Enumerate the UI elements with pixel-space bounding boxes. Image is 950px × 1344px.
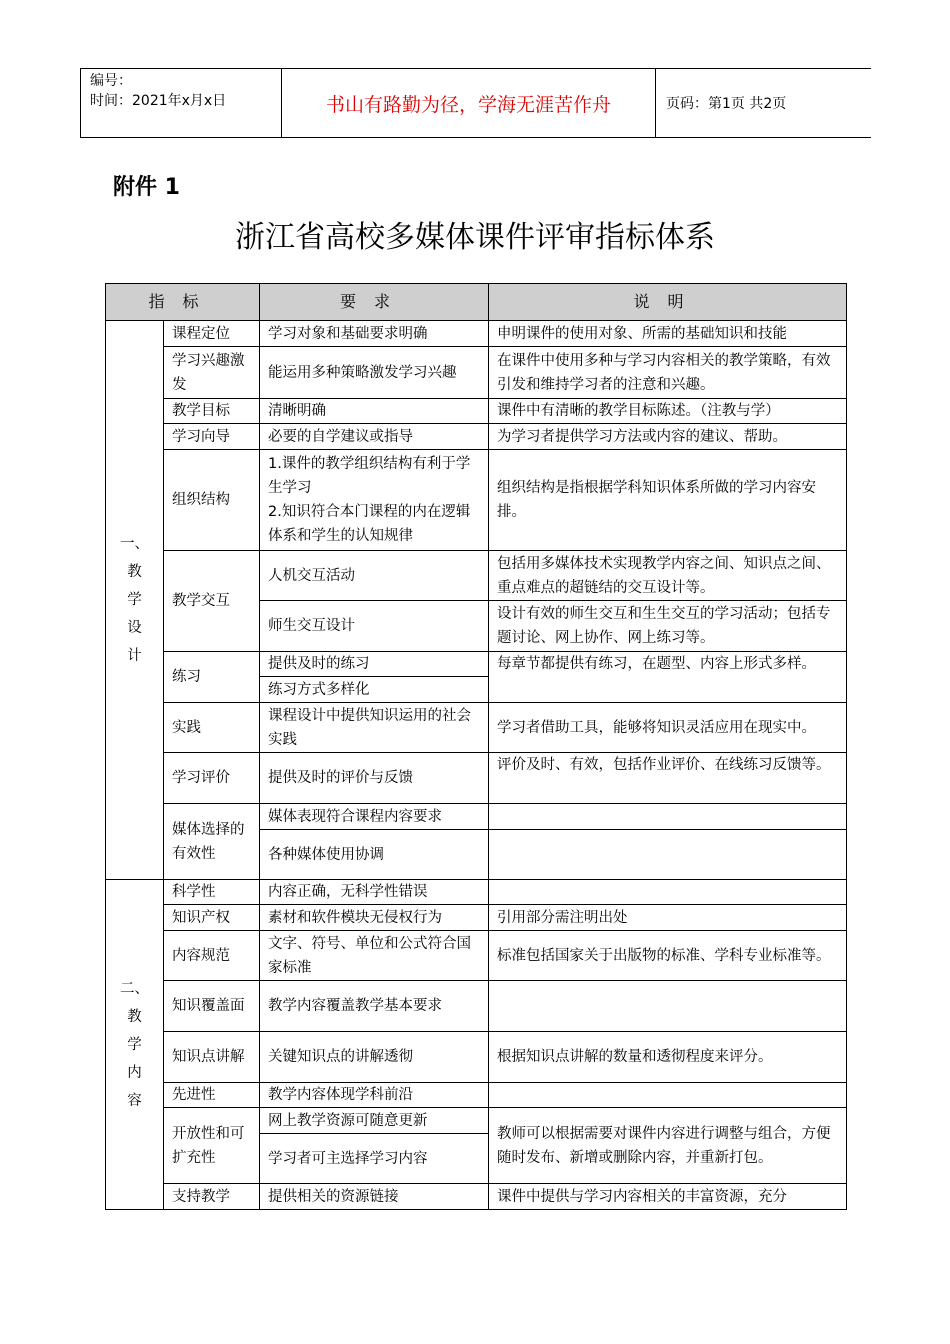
requirement-cell: 媒体表现符合课程内容要求: [260, 804, 489, 830]
requirement-cell: 网上教学资源可随意更新: [260, 1108, 489, 1134]
criteria-table: [105, 283, 847, 1210]
requirement-cell: 练习方式多样化: [260, 677, 489, 703]
note-cell: 引用部分需注明出处: [489, 905, 847, 931]
header-motto: 书山有路勤为径，学海无涯苦作舟: [282, 69, 656, 137]
indicator-cell: 学习评价: [164, 753, 260, 804]
requirement-cell: 师生交互设计: [260, 601, 489, 652]
indicator-cell: 媒体选择的 有效性: [164, 804, 260, 880]
indicator-cell: 开放性和可扩充性: [164, 1108, 260, 1184]
indicator-cell: 先进性: [164, 1083, 260, 1108]
note-cell: 在课件中使用多种与学习内容相关的教学策略，有效引发和维持学习者的注意和兴趣。: [489, 347, 847, 399]
time-label: 时间：2021年x月x日: [90, 93, 227, 109]
requirement-cell: 提供及时的练习: [260, 652, 489, 677]
indicator-cell: 组织结构: [164, 450, 260, 551]
header-requirement: 要求: [260, 284, 489, 321]
code-label: 编号：: [90, 73, 132, 89]
note-cell: [489, 981, 847, 1032]
requirement-cell: 内容正确，无科学性错误: [260, 880, 489, 905]
requirement-cell: 提供及时的评价与反馈: [260, 753, 489, 804]
note-cell: [489, 830, 847, 880]
indicator-cell: 学习兴趣激发: [164, 347, 260, 399]
requirement-cell: 清晰明确: [260, 399, 489, 424]
note-cell: 每章节都提供有练习，在题型、内容上形式多样。: [489, 652, 847, 703]
note-cell: 组织结构是指根据学科知识体系所做的学习内容安排。: [489, 450, 847, 551]
note-cell: 根据知识点讲解的数量和透彻程度来评分。: [489, 1032, 847, 1083]
note-cell: 为学习者提供学习方法或内容的建议、帮助。: [489, 424, 847, 450]
table-row: [106, 347, 847, 399]
requirement-cell: 各种媒体使用协调: [260, 830, 489, 880]
note-cell: [489, 880, 847, 905]
note-cell: 申明课件的使用对象、所需的基础知识和技能: [489, 321, 847, 347]
requirement-cell: 提供相关的资源链接: [260, 1184, 489, 1210]
requirement-cell: 素材和软件模块无侵权行为: [260, 905, 489, 931]
indicator-cell: 学习向导: [164, 424, 260, 450]
indicator-cell: 内容规范: [164, 931, 260, 981]
requirement-cell: 文字、符号、单位和公式符合国家标准: [260, 931, 489, 981]
note-cell: 教师可以根据需要对课件内容进行调整与组合，方便随时发布、新增或删除内容，并重新打包。: [489, 1108, 847, 1184]
requirement-cell: 学习者可主选择学习内容: [260, 1134, 489, 1184]
indicator-cell: 知识产权: [164, 905, 260, 931]
indicator-cell: 知识覆盖面: [164, 981, 260, 1032]
table-row: [106, 753, 847, 804]
requirement-cell: 学习对象和基础要求明确: [260, 321, 489, 347]
page-info: 页码：第1页 共2页: [666, 96, 787, 112]
indicator-cell: 知识点讲解: [164, 1032, 260, 1083]
table-row: [106, 1032, 847, 1083]
indicator-cell: 教学目标: [164, 399, 260, 424]
table-row: [106, 703, 847, 753]
requirement-cell: 1.课件的教学组织结构有利于学生学习 2.知识符合本门课程的内在逻辑体系和学生的认知规律: [260, 450, 489, 551]
requirement-cell: 关键知识点的讲解透彻: [260, 1032, 489, 1083]
requirement-cell: 教学内容覆盖教学基本要求: [260, 981, 489, 1032]
table-row: [106, 981, 847, 1032]
header-note: 说明: [489, 284, 847, 321]
note-cell: [489, 804, 847, 830]
note-cell: 评价及时、有效，包括作业评价、在线练习反馈等。: [489, 753, 847, 804]
table-row: [106, 1184, 847, 1210]
note-cell: [489, 1083, 847, 1108]
table-row: [106, 652, 847, 677]
note-cell: 包括用多媒体技术实现教学内容之间、知识点之间、重点难点的超链结的交互设计等。: [489, 551, 847, 601]
requirement-cell: 教学内容体现学科前沿: [260, 1083, 489, 1108]
note-cell: 设计有效的师生交互和生生交互的学习活动；包括专题讨论、网上协作、网上练习等。: [489, 601, 847, 652]
note-cell: 学习者借助工具，能够将知识灵活应用在现实中。: [489, 703, 847, 753]
table-row: [106, 931, 847, 981]
note-cell: 标准包括国家关于出版物的标准、学科专业标准等。: [489, 931, 847, 981]
note-cell: 课件中提供与学习内容相关的丰富资源，充分: [489, 1184, 847, 1210]
header-indicator: 指标: [106, 284, 260, 321]
indicator-cell: 支持教学: [164, 1184, 260, 1210]
table-header-row: [106, 284, 847, 321]
table-row: [106, 905, 847, 931]
table-row: [106, 1083, 847, 1108]
requirement-cell: 课程设计中提供知识运用的社会实践: [260, 703, 489, 753]
indicator-cell: 课程定位: [164, 321, 260, 347]
requirement-cell: 人机交互活动: [260, 551, 489, 601]
indicator-cell: 科学性: [164, 880, 260, 905]
table-row: [106, 450, 847, 551]
indicator-cell: 教学交互: [164, 551, 260, 652]
table-row: [106, 804, 847, 830]
indicator-cell: 练习: [164, 652, 260, 703]
table-row: [106, 399, 847, 424]
document-title: 浙江省高校多媒体课件评审指标体系: [235, 220, 715, 255]
requirement-cell: 能运用多种策略激发学习兴趣: [260, 347, 489, 399]
indicator-cell: 实践: [164, 703, 260, 753]
attachment-label: 附件 1: [113, 175, 180, 200]
table-row: [106, 321, 847, 347]
table-row: [106, 880, 847, 905]
section-label-design: 一、 教 学 设 计: [106, 321, 164, 880]
table-row: [106, 551, 847, 601]
table-row: [106, 424, 847, 450]
section-label-content: 二、 教 学 内 容: [106, 880, 164, 1210]
note-cell: 课件中有清晰的教学目标陈述。（注教与学）: [489, 399, 847, 424]
page-header: [80, 68, 871, 138]
requirement-cell: 必要的自学建议或指导: [260, 424, 489, 450]
header-info: [81, 69, 282, 137]
table-row: [106, 1108, 847, 1134]
